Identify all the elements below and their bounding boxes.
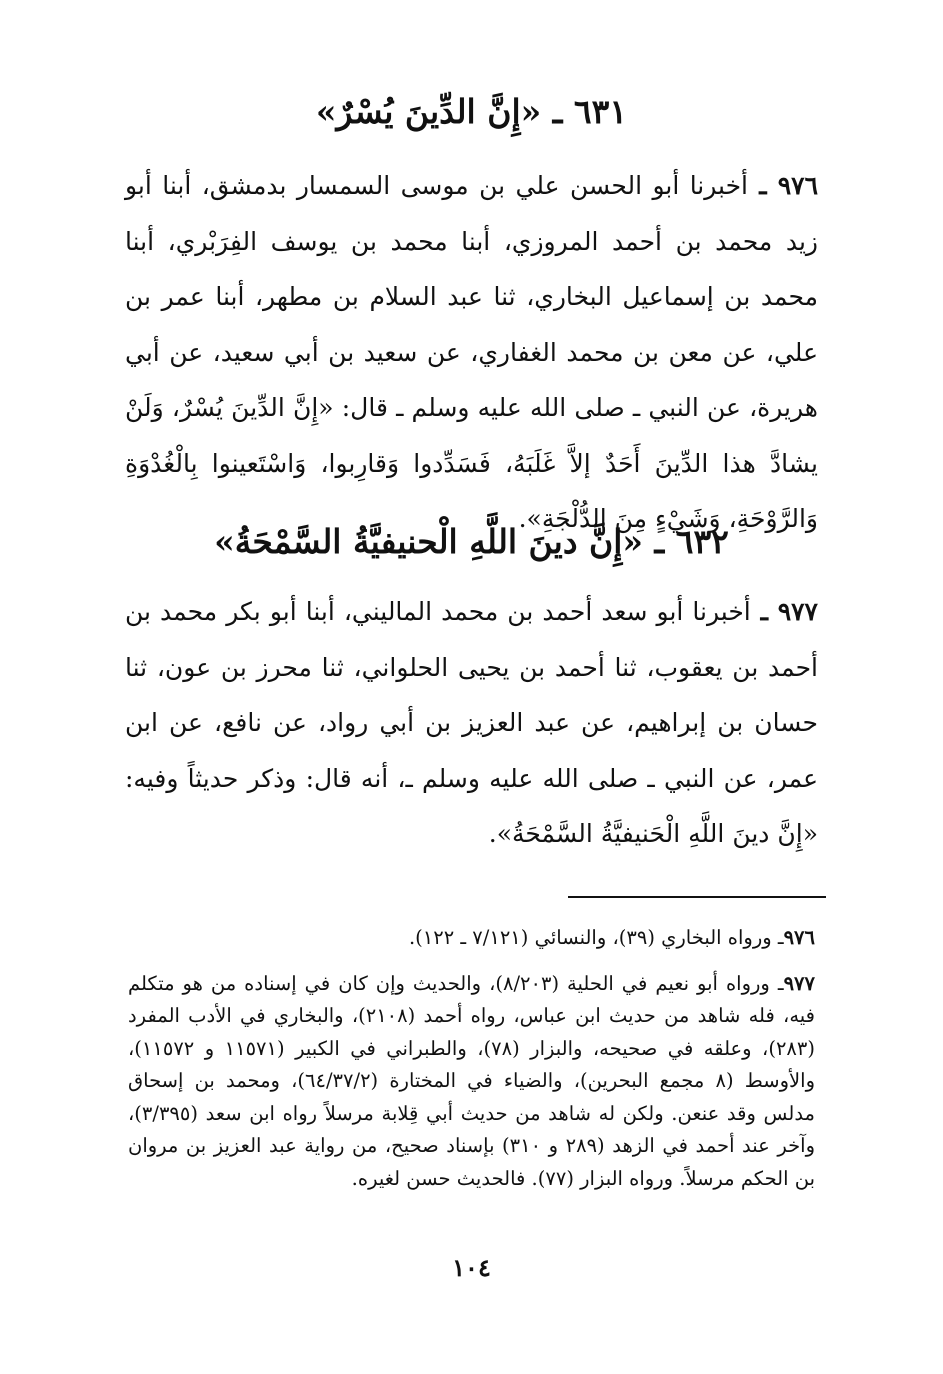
footnote-separator: ـ [769, 971, 784, 995]
page-number: ١٠٤ [452, 1253, 491, 1282]
chapter-separator: ـ [541, 92, 574, 131]
chapter-title: «إِنَّ دينَ اللَّهِ الْحنيفيَّةُ السَّمْحَةُ» [214, 522, 644, 561]
chapter-heading-631 [120, 90, 823, 134]
chapter-number: ٦٣١ [573, 92, 628, 131]
hadith-976 [125, 158, 818, 547]
hadith-977 [125, 584, 818, 862]
footnotes [128, 922, 815, 1195]
footnote-separator: ـ [771, 926, 784, 949]
footnote-text: ورواه أبو نعيم في الحلية (٨/٢٠٣)، والحديث وإن كان في إسناده من هو متكلم فيه، فله شاهد من حديث ابن عباس، رواه أحمد (٢١٠٨)، والبخاري في الأدب المفرد (٢٨٣)، وعلقه في صحيحه، والبزار (٧٨)، والطبراني في الكبير (١١٥٧١ و ١١٥٧٢)، والأوسط (٨ مجمع البحرين)، والضياء في المختارة (٦٤/٣٧/٢)، ومحمد بن إسحاق مدلس وقد عنعن. ولكن له شاهد من حديث أبي قِلابة مرسلاً رواه ابن سعد (٣/٣٩٥)، وآخر عند أحمد في الزهد (٢٨٩ و ٣١٠) بإسناد صحيح، من رواية عبد العزيز بن مروان بن الحكم مرسلاً. ورواه البزار (٧٧). فالحديث حسن لغيره. [128, 971, 816, 1190]
footnote-number: ٩٧٧ [783, 971, 815, 995]
footnote-977 [128, 968, 815, 1196]
hadith-separator: ـ [750, 597, 778, 626]
footnote-text: ورواه البخاري (٣٩)، والنسائي (٧/١٢١ ـ ١٢٢). [408, 926, 772, 949]
hadith-number: ٩٧٧ [777, 597, 818, 626]
hadith-separator: ـ [748, 171, 778, 200]
footnote-number: ٩٧٦ [783, 926, 815, 949]
hadith-text: أخبرنا أبو سعد أحمد بن محمد الماليني، أبنا أبو بكر محمد بن أحمد بن يعقوب، ثنا أحمد بن يحيى الحلواني، ثنا محرز بن عون، ثنا حسان بن إبراهيم، عن عبد العزيز بن أبي رواد، عن نافع، عن ابن عمر، عن النبي ـ صلى الله عليه وسلم ـ، أنه قال: وذكر حديثاً وفيه: «إِنَّ دينَ اللَّهِ الْحَنيفيَّةُ السَّمْحَةُ». [125, 597, 818, 848]
chapter-number: ٦٣٢ [675, 522, 729, 561]
chapter-title: «إِنَّ الدِّينَ يُسْرٌ» [315, 92, 542, 131]
hadith-text: أخبرنا أبو الحسن علي بن موسى السمسار بدمشق، أبنا أبو زيد محمد بن أحمد المروزي، أبنا محمد بن يوسف الفِرَبْري، أبنا محمد بن إسماعيل البخاري، ثنا عبد السلام بن مطهر، أبنا عمر بن علي، عن معن بن محمد الغفاري، عن سعيد بن أبي سعيد، عن أبي هريرة، عن النبي ـ صلى الله عليه وسلم ـ قال: «إِنَّ الدِّينَ يُسْرٌ، وَلَنْ يشادَّ هذا الدِّينَ أَحَدٌ إلاَّ غَلَبَهُ، فَسَدِّدوا وَقارِبوا، وَاسْتَعينوا بِالْغُدْوَةِ وَالرَّوْحَةِ، وَشَيْءٍ مِنَ الدُّلْجَةِ». [125, 171, 818, 533]
footnote-976 [128, 922, 815, 955]
chapter-heading-632 [120, 520, 823, 564]
chapter-separator: ـ [643, 522, 676, 561]
hadith-number: ٩٧٦ [777, 171, 819, 200]
footnote-divider [568, 896, 826, 898]
